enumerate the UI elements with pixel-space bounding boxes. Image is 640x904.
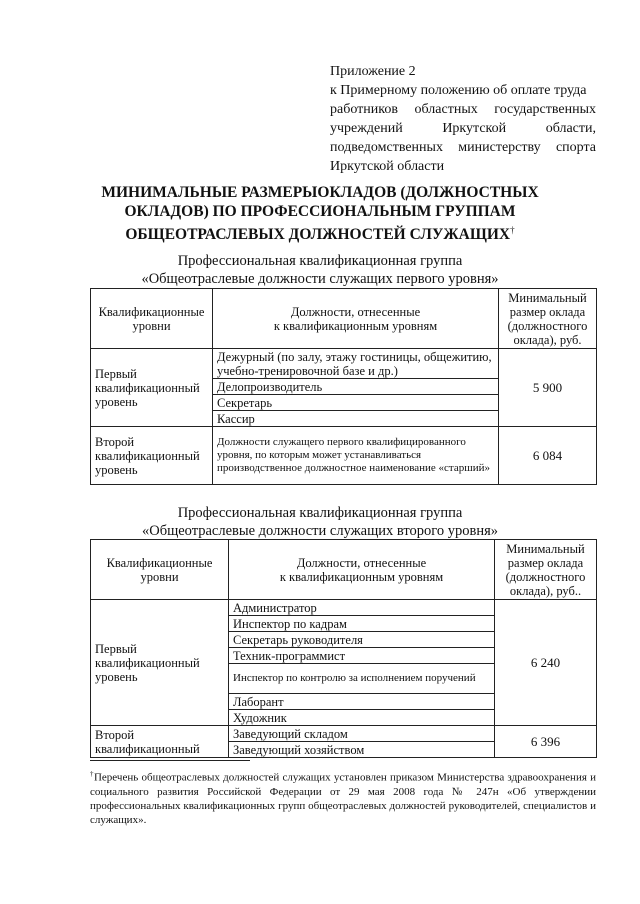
- group-title-line: Профессиональная квалификационная группа: [177, 253, 463, 269]
- position-cell: Инспектор по контролю за исполнением поручений: [229, 664, 495, 694]
- header-salary: [495, 540, 597, 600]
- header-positions: [229, 540, 495, 600]
- group-title-line: Профессиональная квалификационная группа: [177, 505, 463, 521]
- level-text: уровень: [95, 462, 138, 477]
- position-cell: Должности служащего первого квалифицированного уровня, по которым может устанавливаться производственное должностное наименование «старший»: [213, 427, 499, 485]
- footnote-mark: †: [510, 225, 515, 235]
- footnote-text: Перечень общеотраслевых должностей служащих установлен приказом Министерства здравоохранения и социального развития Российской Федерации от 29 мая 2008 года № 247н «Об утверждении профессиональных квалификационных групп общеотраслевых должностей руководителей, специалистов и служащих».: [90, 771, 597, 826]
- level-text: квалификационный: [95, 741, 200, 756]
- group-title-line: «Общеотраслевые должности служащих первого уровня»: [141, 271, 499, 287]
- header-text: оклада), руб..: [509, 583, 582, 598]
- level-cell: [91, 726, 229, 758]
- level-text: квалификационный: [95, 380, 200, 395]
- header-text: уровни: [132, 318, 171, 333]
- document-title: [60, 183, 580, 244]
- header-levels: [91, 540, 229, 600]
- position-cell: Заведующий хозяйством: [229, 742, 495, 758]
- header-levels: [91, 289, 213, 349]
- header-text: Минимальный: [506, 541, 585, 556]
- header-text: (должностного: [505, 569, 586, 584]
- group2-table: [90, 539, 597, 758]
- title-line-with-mark: [60, 221, 580, 244]
- header-text: Квалификационные: [106, 555, 213, 570]
- title-line: МИНИМАЛЬНЫЕ РАЗМЕРЫОКЛАДОВ (ДОЛЖНОСТНЫХ: [101, 184, 539, 201]
- appendix-line: к Примерному положению об оплате труда: [330, 83, 587, 98]
- table-row: [91, 726, 597, 742]
- salary-cell: 6 240: [495, 600, 597, 726]
- level-text: Второй: [95, 434, 135, 449]
- position-cell: Лаборант: [229, 694, 495, 710]
- level-text: Второй: [95, 727, 135, 742]
- table-row: [91, 600, 597, 616]
- position-cell: Кассир: [213, 411, 499, 427]
- appendix-line: учреждений Иркутской области,: [330, 121, 596, 136]
- position-cell: Секретарь: [213, 395, 499, 411]
- group1-table: [90, 288, 597, 485]
- level-cell: [91, 427, 213, 485]
- table-header-row: [91, 289, 597, 349]
- header-salary: [499, 289, 597, 349]
- header-text: оклада), руб.: [513, 332, 582, 347]
- header-text: размер оклада: [507, 555, 584, 570]
- level-text: уровень: [95, 669, 138, 684]
- position-cell: Инспектор по кадрам: [229, 616, 495, 632]
- level-cell: [91, 600, 229, 726]
- position-cell: Администратор: [229, 600, 495, 616]
- header-positions: [213, 289, 499, 349]
- header-text: Должности, отнесенные: [290, 304, 421, 319]
- title-line: ОБЩЕОТРАСЛЕВЫХ ДОЛЖНОСТЕЙ СЛУЖАЩИХ: [125, 226, 511, 244]
- header-text: размер оклада: [509, 304, 586, 319]
- header-text: Должности, отнесенные: [296, 555, 427, 570]
- level-text: уровень: [95, 394, 138, 409]
- group2-title: [90, 504, 550, 540]
- salary-cell: 5 900: [499, 349, 597, 427]
- table-header-row: [91, 540, 597, 600]
- position-cell: Дежурный (по залу, этажу гостиницы, общежитию, учебно-тренировочной базе и др.): [213, 349, 499, 379]
- table-row: [91, 349, 597, 379]
- appendix-label: Приложение 2: [330, 64, 416, 79]
- footnote-divider: [90, 760, 250, 761]
- footnote: [90, 767, 596, 827]
- level-text: квалификационный: [95, 448, 200, 463]
- level-text: квалификационный: [95, 655, 200, 670]
- header-text: Минимальный: [508, 290, 587, 305]
- level-text: Первый: [95, 366, 137, 381]
- header-text: уровни: [140, 569, 179, 584]
- group-title-line: «Общеотраслевые должности служащих второго уровня»: [141, 523, 499, 539]
- salary-cell: 6 396: [495, 726, 597, 758]
- position-cell: Делопроизводитель: [213, 379, 499, 395]
- appendix-block: [330, 62, 596, 176]
- group1-title: [90, 252, 550, 288]
- header-text: к квалификационным уровням: [273, 318, 438, 333]
- level-text: Первый: [95, 641, 137, 656]
- position-cell: Секретарь руководителя: [229, 632, 495, 648]
- appendix-line: Иркутской области: [330, 159, 445, 174]
- appendix-line: подведомственных министерству спорта: [330, 140, 596, 155]
- title-line: ОКЛАДОВ) ПО ПРОФЕССИОНАЛЬНЫМ ГРУППАМ: [124, 203, 516, 220]
- position-cell: Техник-программист: [229, 648, 495, 664]
- position-cell: Художник: [229, 710, 495, 726]
- header-text: (должностного: [507, 318, 588, 333]
- appendix-line: работников областных государственных: [330, 102, 596, 117]
- position-cell: Заведующий складом: [229, 726, 495, 742]
- header-text: Квалификационные: [98, 304, 205, 319]
- level-cell: [91, 349, 213, 427]
- table-row: [91, 427, 597, 485]
- footnote-mark: †: [90, 770, 94, 778]
- salary-cell: 6 084: [499, 427, 597, 485]
- header-text: к квалификационным уровням: [279, 569, 444, 584]
